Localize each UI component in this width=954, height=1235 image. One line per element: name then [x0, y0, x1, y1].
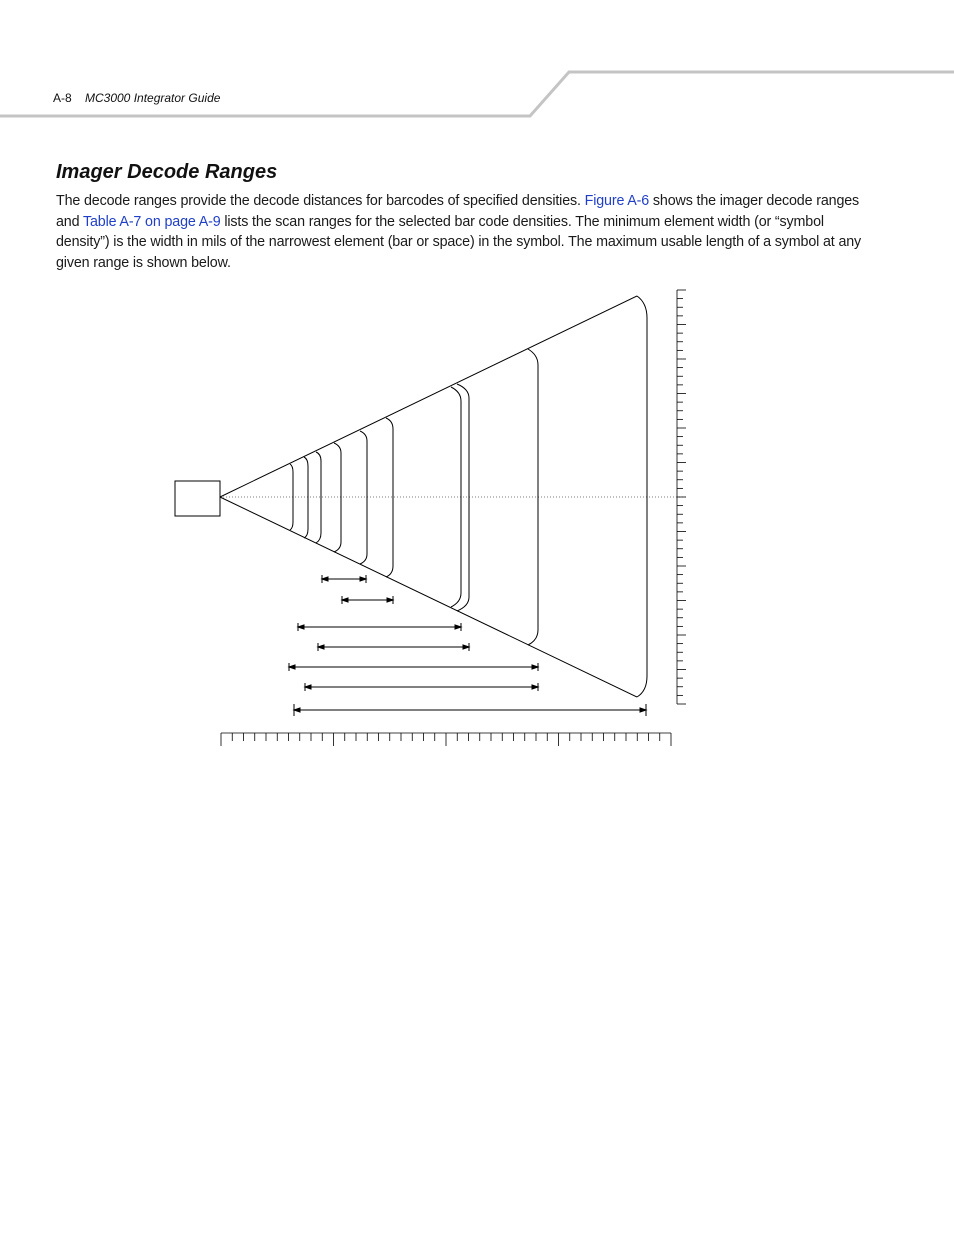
table-a7-link[interactable]: Table A-7 on page A-9	[82, 213, 221, 230]
decode-range-arcs	[290, 296, 647, 697]
range-arrow	[294, 704, 646, 716]
decode-range-arc	[386, 418, 393, 577]
figure-a6-link[interactable]: Figure A-6	[584, 193, 650, 209]
paragraph-text: lists the scan ranges for the selected bar code densities. The minimum element width (or “symbol density”) is the width in mils of the narrowest element (bar or space) in the symbol. The maximum usable length of a symbol at any given range is shown below.	[56, 213, 862, 271]
paragraph-text: shows the imager decode ranges and	[56, 193, 860, 230]
range-arrow	[289, 663, 538, 671]
vertical-ruler	[677, 290, 686, 704]
decode-range-arc	[304, 457, 308, 538]
decode-range-arc	[360, 431, 367, 564]
range-arrow	[318, 643, 469, 651]
range-arrow	[298, 623, 461, 631]
section-heading: Imager Decode Ranges	[56, 161, 278, 183]
decode-range-arc	[457, 384, 469, 611]
decode-range-arc	[334, 443, 341, 552]
decode-range-arc	[290, 464, 293, 530]
range-arrow	[342, 596, 393, 604]
range-arrows	[289, 575, 646, 716]
horizontal-ruler	[221, 733, 671, 746]
decode-range-arc	[316, 452, 321, 543]
decode-range-diagram	[0, 280, 954, 755]
paragraph-text: The decode ranges provide the decode distances for barcodes of specified densities.	[56, 193, 585, 209]
document-title: MC3000 Integrator Guide	[85, 91, 221, 105]
body-paragraph	[56, 191, 868, 273]
imager-box	[175, 481, 220, 516]
range-arrow	[322, 575, 366, 583]
page-number: A-8	[53, 91, 72, 105]
decode-range-arc	[637, 296, 647, 697]
header-rule	[0, 0, 954, 130]
field-of-view-top-edge	[220, 296, 637, 497]
decode-range-arc	[451, 387, 461, 607]
range-arrow	[305, 683, 538, 691]
